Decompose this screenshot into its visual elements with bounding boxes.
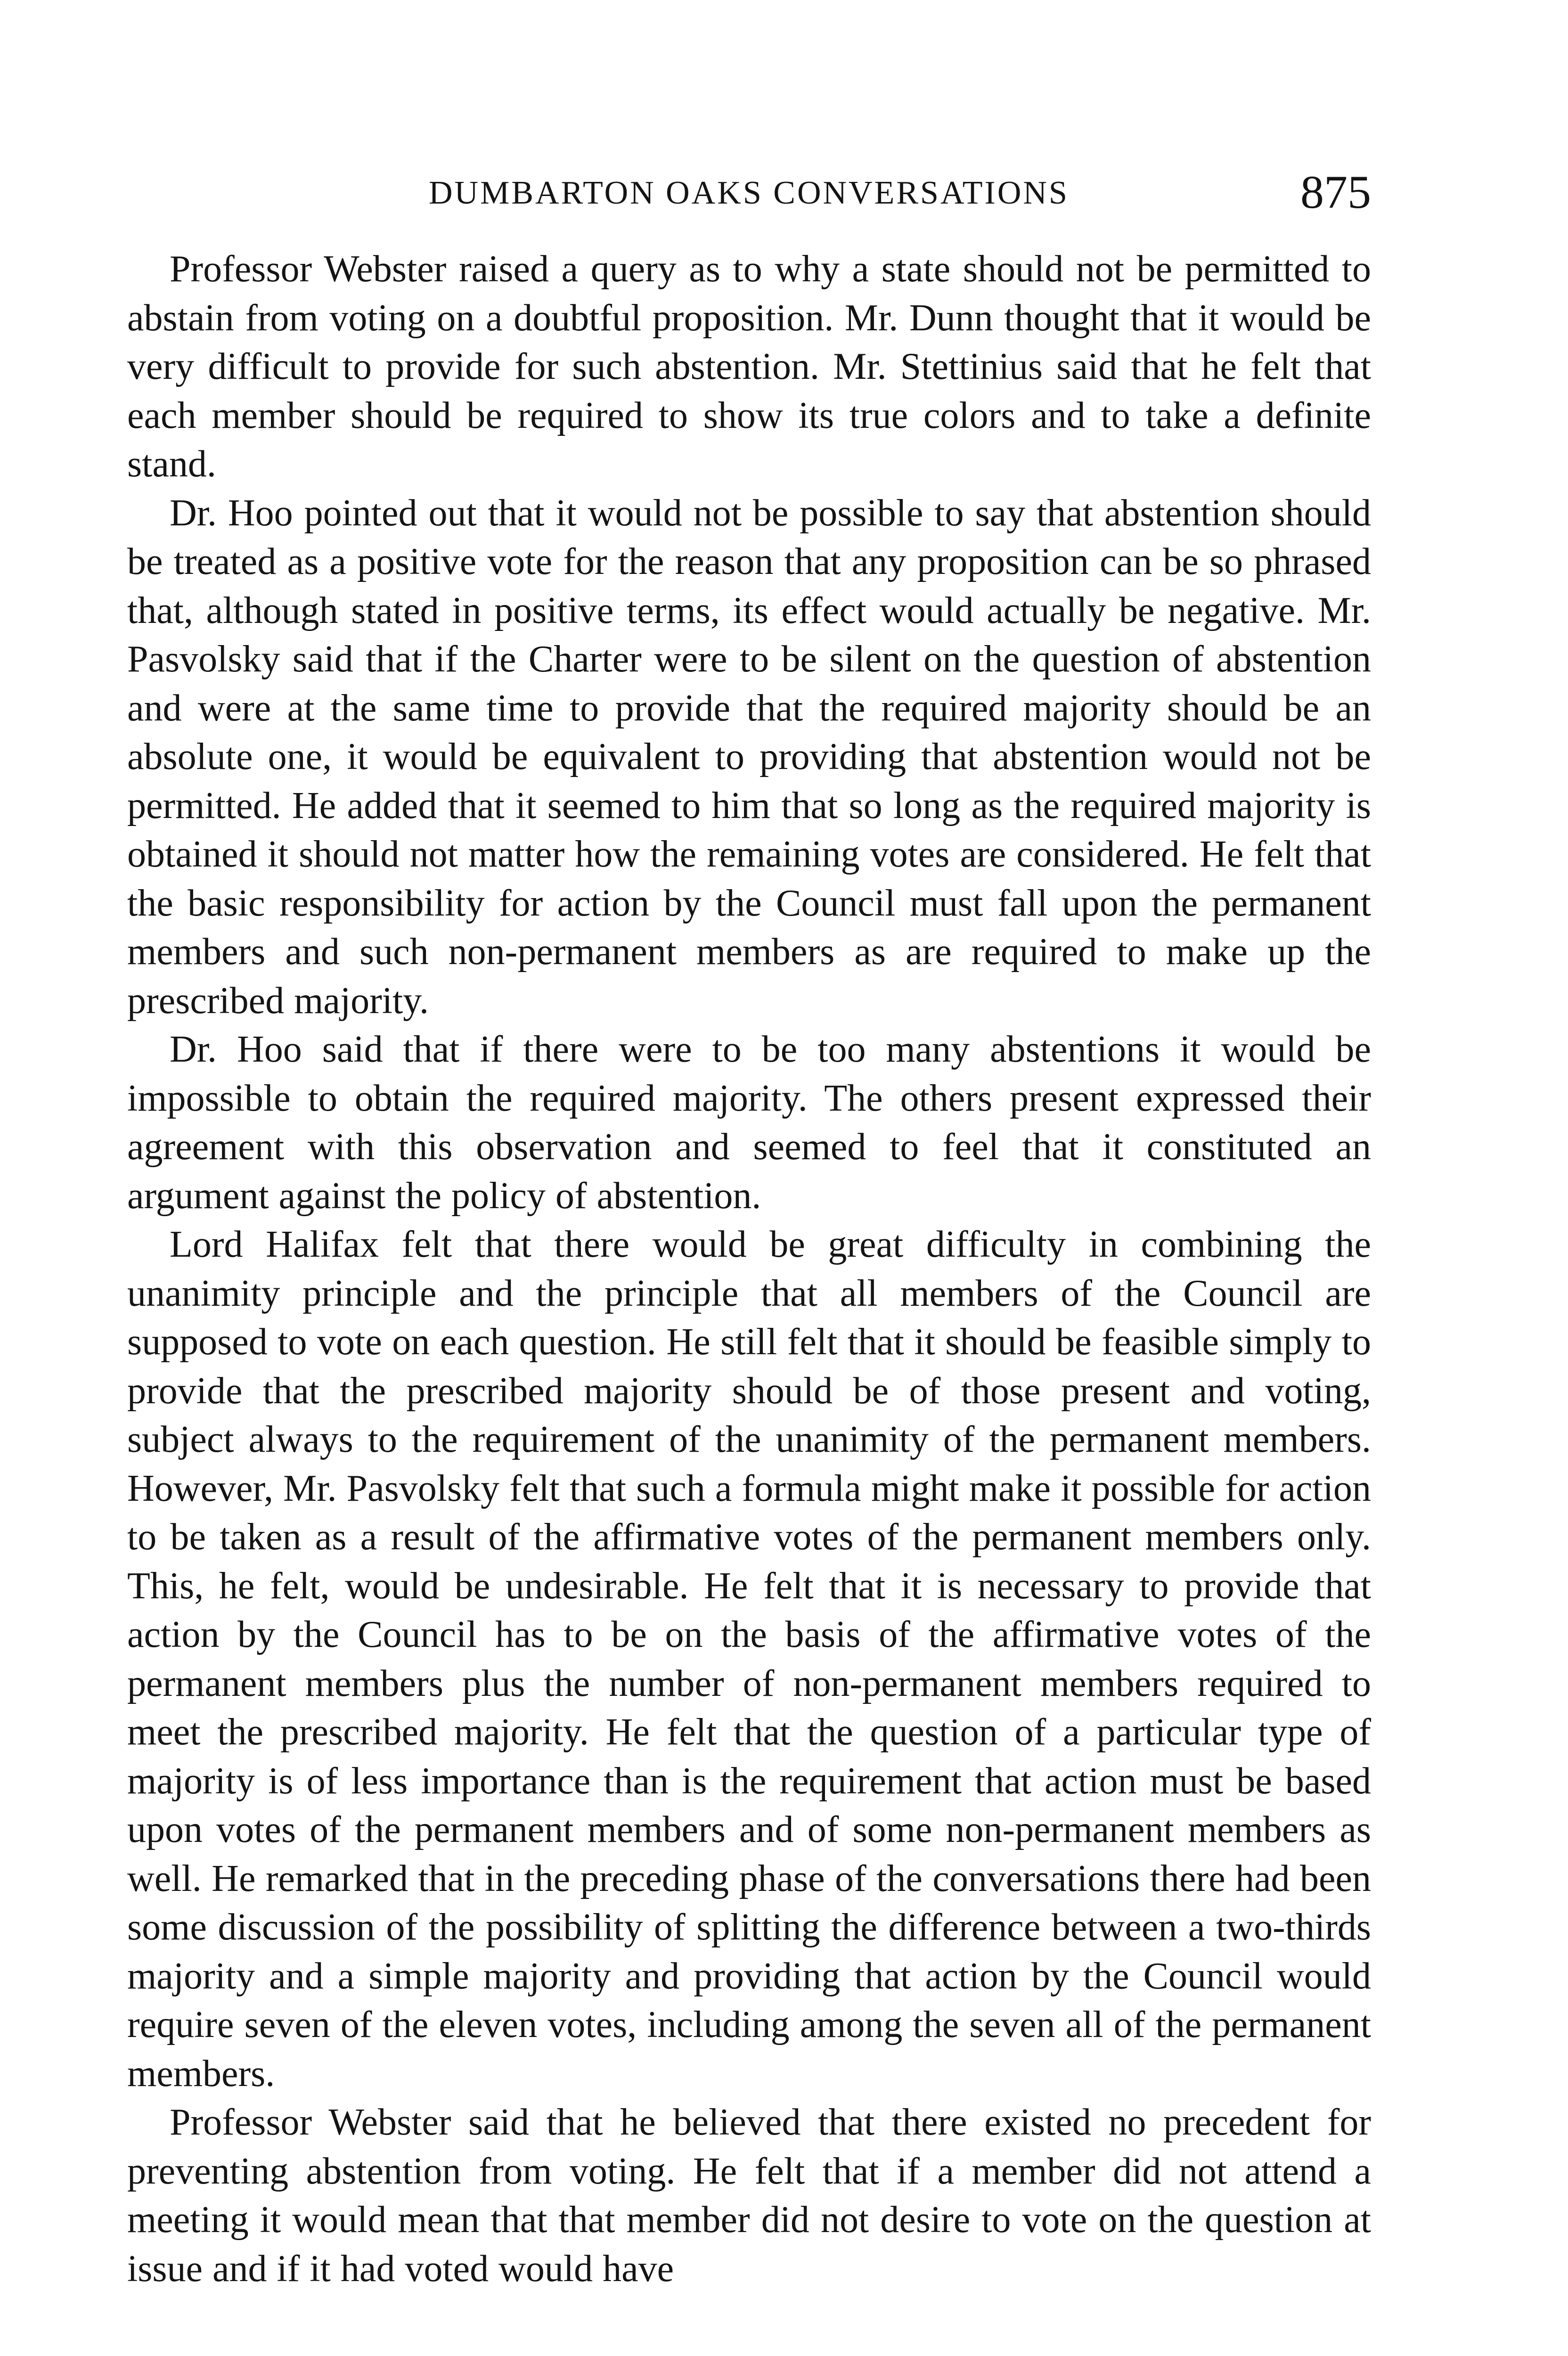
paragraph: Professor Webster said that he believed that there existed no precedent for preventing abstention from voting. He felt that if a member did not attend a meeting it would mean that that member did not desire to vote on the question at issue and if it had voted would have — [127, 2102, 1371, 2290]
running-head — [127, 165, 1371, 221]
paragraph: Lord Halifax felt that there would be great difficulty in combining the unanimity principle and the principle that all members of the Council are supposed to vote on each question. He still felt that it should be feasible simply to provide that the prescribed majority should be of those present and voting, subject always to the requirement of the unanimity of the permanent members. However, Mr. Pasvolsky felt that such a formula might make it possible for action to be taken as a result of the affirmative votes of the permanent members only. This, he felt, would be undesirable. He felt that it is necessary to provide that action by the Council has to be on the basis of the affirmative votes of the permanent members plus the number of non-permanent members required to meet the prescribed majority. He felt that the question of a particular type of majority is of less importance than is the requirement that action must be based upon votes of the permanent members and of some non-permanent members as well. He remarked that in the preceding phase of the conversations there had been some discussion of the possibility of splitting the difference between a two-thirds majority and a simple majority and providing that action by the Council would require seven of the eleven votes, including among the seven all of the permanent members. — [127, 1224, 1371, 2094]
body-text — [127, 245, 1371, 2293]
paragraph: Dr. Hoo pointed out that it would not be possible to say that abstention should be treated as a positive vote for the reason that any proposition can be so phrased that, although stated in positive terms, its effect would actually be negative. Mr. Pasvolsky said that if the Charter were to be silent on the question of abstention and were at the same time to provide that the required majority should be an absolute one, it would be equivalent to providing that abstention would not be permitted. He added that it seemed to him that so long as the required majority is obtained it should not matter how the remaining votes are considered. He felt that the basic responsibility for action by the Council must fall upon the permanent members and such non-permanent members as are required to make up the prescribed majority. — [127, 492, 1371, 1022]
paragraph: Professor Webster raised a query as to why a state should not be permitted to abstain from voting on a doubtful proposition. Mr. Dunn thought that it would be very difficult to provide for such abstention. Mr. Stettinius said that he felt that each member should be required to show its true colors and to take a definite stand. — [127, 248, 1371, 485]
paragraph: Dr. Hoo said that if there were to be too many abstentions it would be impossible to obtain the required majority. The others present expressed their agreement with this observation and seemed to feel that it constituted an argument against the policy of abstention. — [127, 1029, 1371, 1217]
page-number: 875 — [1300, 166, 1371, 218]
running-title: DUMBARTON OAKS CONVERSATIONS — [429, 175, 1069, 211]
